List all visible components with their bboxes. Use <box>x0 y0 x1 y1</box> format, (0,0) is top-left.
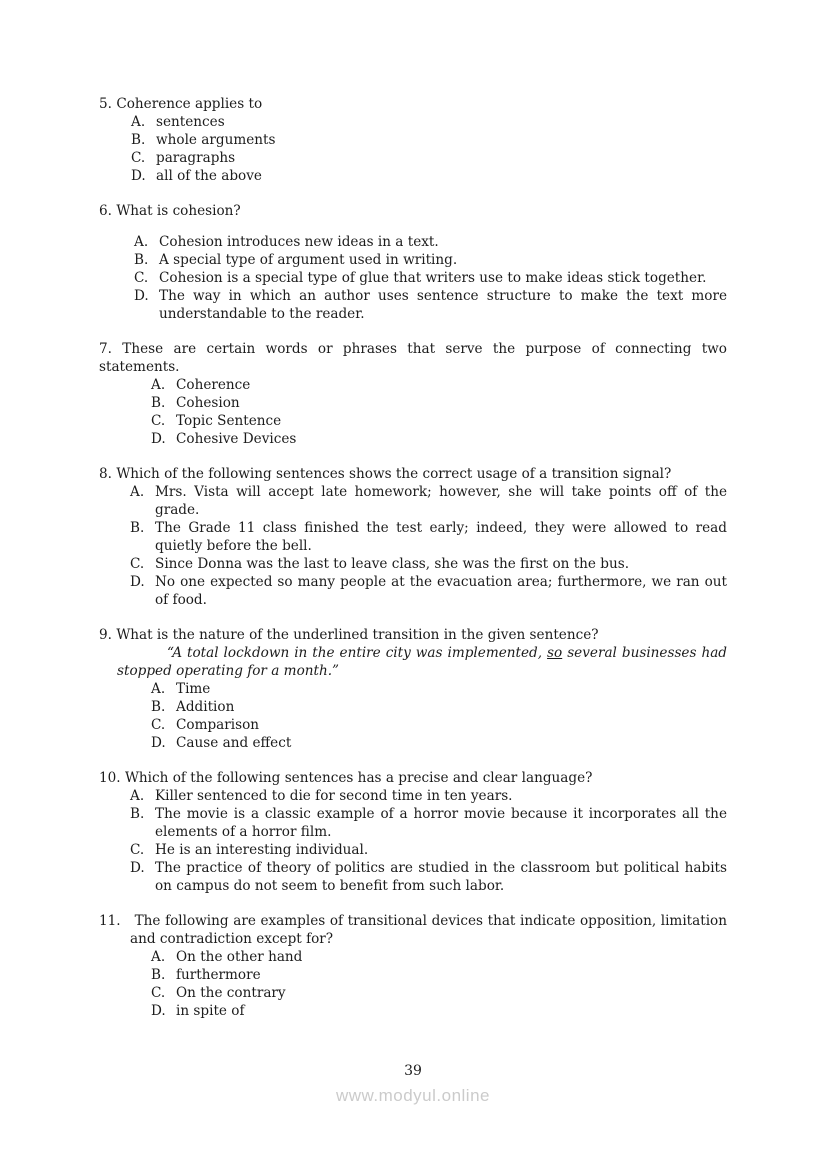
option-letter: A. <box>134 234 149 250</box>
underlined-transition-quote <box>117 644 727 680</box>
option-text: Cohesion introduces new ideas in a text. <box>159 234 439 250</box>
option-letter: C. <box>130 556 145 572</box>
question-stem <box>99 626 727 644</box>
option-letter: B. <box>134 252 149 268</box>
option-C <box>151 984 727 1002</box>
option-letter: B. <box>151 967 166 983</box>
option-letter: D. <box>151 431 166 447</box>
option-B <box>151 966 727 984</box>
option-letter: B. <box>151 395 166 411</box>
question-stem <box>99 912 727 948</box>
option-list <box>151 948 727 1020</box>
option-list <box>131 113 727 185</box>
option-letter: D. <box>130 574 145 590</box>
page-number: 39 <box>404 1063 422 1079</box>
option-text: The movie is a classic example of a horror movie because it incorporates all the elements of a horror film. <box>155 806 727 840</box>
option-letter: C. <box>151 413 166 429</box>
option-text: Time <box>176 681 211 697</box>
question-stem <box>99 95 727 113</box>
option-letter: B. <box>130 806 145 822</box>
option-text: furthermore <box>176 967 261 983</box>
option-letter: A. <box>131 114 146 130</box>
option-A <box>151 948 727 966</box>
option-letter: D. <box>134 288 149 304</box>
option-text: On the contrary <box>176 985 286 1001</box>
option-list <box>130 483 727 609</box>
option-B <box>151 698 727 716</box>
option-A <box>151 376 727 394</box>
question-text: What is cohesion? <box>116 203 241 219</box>
question-6 <box>99 202 727 323</box>
option-text: all of the above <box>156 168 262 184</box>
option-text: A special type of argument used in writing. <box>159 252 458 268</box>
option-letter: A. <box>151 377 166 393</box>
question-text: Which of the following sentences has a precise and clear language? <box>124 770 593 786</box>
option-list <box>151 680 727 752</box>
option-list <box>130 787 727 895</box>
question-number: 9. <box>99 627 112 643</box>
option-D <box>151 734 727 752</box>
question-10 <box>99 769 727 895</box>
option-letter: B. <box>130 520 145 536</box>
option-letter: A. <box>151 681 166 697</box>
option-A <box>131 113 727 131</box>
question-text: Which of the following sentences shows the correct usage of a transition signal? <box>116 466 672 482</box>
option-letter: A. <box>151 949 166 965</box>
question-text: The following are examples of transitional devices that indicate opposition, limitation and contradiction except for? <box>130 913 727 947</box>
question-number: 7. <box>99 341 112 357</box>
option-B <box>131 131 727 149</box>
option-text: The practice of theory of politics are studied in the classroom but political habits on campus do not seem to benefit from such labor. <box>155 860 727 894</box>
option-D <box>151 430 727 448</box>
option-text: sentences <box>156 114 225 130</box>
question-9 <box>99 626 727 752</box>
option-letter: C. <box>134 270 149 286</box>
option-A <box>130 787 727 805</box>
option-letter: C. <box>151 985 166 1001</box>
option-A <box>134 233 727 251</box>
option-B <box>130 519 727 555</box>
question-11 <box>99 912 727 1020</box>
option-B <box>151 394 727 412</box>
question-stem <box>99 465 727 483</box>
option-letter: A. <box>130 484 145 500</box>
option-A <box>130 483 727 519</box>
question-text: Coherence applies to <box>116 96 263 112</box>
option-letter: A. <box>130 788 145 804</box>
page-footer <box>99 1062 727 1105</box>
question-number: 11. <box>99 913 121 929</box>
question-7 <box>99 340 727 448</box>
option-text: Mrs. Vista will accept late homework; however, she will take points off of the grade. <box>155 484 727 518</box>
option-text: Addition <box>176 699 235 715</box>
question-text: These are certain words or phrases that serve the purpose of connecting two statements. <box>99 341 727 375</box>
question-list <box>99 95 727 1020</box>
option-text: The Grade 11 class finished the test early; indeed, they were allowed to read quietly before the bell. <box>155 520 727 554</box>
question-number: 8. <box>99 466 112 482</box>
question-number: 5. <box>99 96 112 112</box>
question-5 <box>99 95 727 185</box>
question-8 <box>99 465 727 609</box>
option-text: Cohesion <box>176 395 240 411</box>
option-D <box>131 167 727 185</box>
option-list <box>134 233 727 323</box>
option-text: in spite of <box>176 1003 245 1019</box>
option-letter: C. <box>151 717 166 733</box>
option-D <box>130 859 727 895</box>
question-number: 10. <box>99 770 121 786</box>
option-C <box>130 841 727 859</box>
option-C <box>151 412 727 430</box>
option-text: Cause and effect <box>176 735 292 751</box>
option-C <box>131 149 727 167</box>
option-text: Cohesion is a special type of glue that writers use to make ideas stick together. <box>159 270 707 286</box>
quote-pre: “A total lockdown in the entire city was implemented, <box>167 645 548 661</box>
option-B <box>130 805 727 841</box>
option-C <box>134 269 727 287</box>
option-text: Coherence <box>176 377 251 393</box>
option-letter: D. <box>131 168 146 184</box>
question-stem <box>99 202 727 220</box>
option-D <box>151 1002 727 1020</box>
option-text: Killer sentenced to die for second time in ten years. <box>155 788 513 804</box>
quote-post: several businesses had stopped operating for a month.” <box>117 645 727 679</box>
option-letter: D. <box>151 735 166 751</box>
quote-underlined-word: so <box>547 645 563 661</box>
option-B <box>134 251 727 269</box>
option-D <box>130 573 727 609</box>
option-A <box>151 680 727 698</box>
option-text: whole arguments <box>156 132 276 148</box>
watermark-text: www.modyul.online <box>335 1086 490 1105</box>
option-D <box>134 287 727 323</box>
option-text: paragraphs <box>156 150 236 166</box>
option-text: On the other hand <box>176 949 303 965</box>
option-text: Since Donna was the last to leave class, she was the first on the bus. <box>155 556 630 572</box>
option-text: No one expected so many people at the evacuation area; furthermore, we ran out of food. <box>155 574 727 608</box>
option-letter: B. <box>151 699 166 715</box>
option-C <box>130 555 727 573</box>
option-letter: D. <box>130 860 145 876</box>
option-letter: C. <box>130 842 145 858</box>
option-list <box>151 376 727 448</box>
option-text: Comparison <box>176 717 260 733</box>
option-letter: B. <box>131 132 146 148</box>
option-text: He is an interesting individual. <box>155 842 369 858</box>
option-C <box>151 716 727 734</box>
option-letter: D. <box>151 1003 166 1019</box>
option-text: The way in which an author uses sentence structure to make the text more understandable to the reader. <box>159 288 727 322</box>
option-letter: C. <box>131 150 146 166</box>
question-text: What is the nature of the underlined transition in the given sentence? <box>116 627 599 643</box>
question-number: 6. <box>99 203 112 219</box>
question-stem <box>99 769 727 787</box>
option-text: Topic Sentence <box>176 413 282 429</box>
option-text: Cohesive Devices <box>176 431 297 447</box>
question-stem <box>99 340 727 376</box>
